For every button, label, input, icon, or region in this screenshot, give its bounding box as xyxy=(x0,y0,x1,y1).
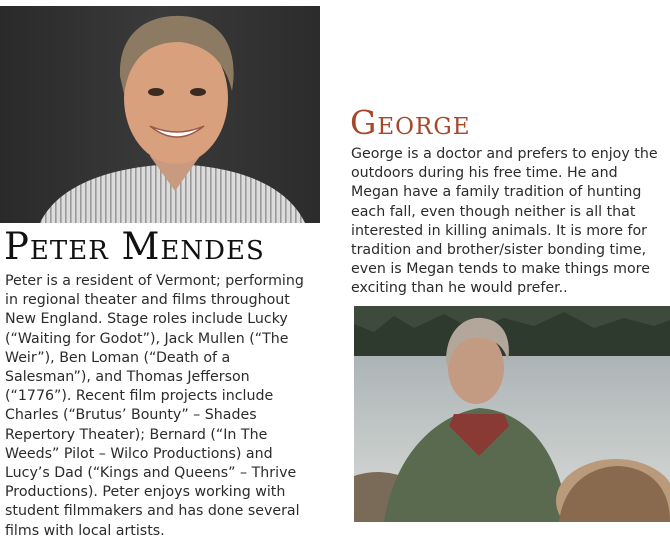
actor-bio: Peter is a resident of Vermont; performing in regional theater and films throughout New England. Stage roles include Lucky (“Waiting for Godot”), Jack Mullen (“The Weir”), Ben Loman (“Death of a Salesman”), and Thomas Jefferson (“1776”). Recent film projects include Charles (“Brutus’ Bounty” – Shades Repertory Theater); Bernard (“In The Weeds” Pilot – Wilco Productions) and Lucy’s Dad (“Kings and Queens” – Thrive Productions). Peter enjoys working with student filmmakers and has done several films with local artists. xyxy=(5,273,304,539)
actor-name: Peter Mendes xyxy=(4,225,265,268)
actor-headshot-photo xyxy=(0,6,320,223)
character-name: George xyxy=(350,103,471,142)
film-still-photo xyxy=(354,306,670,522)
character-bio: George is a doctor and prefers to enjoy the outdoors during his free time. He and Megan have a family tradition of hunting each fall, even though neither is all that interested in killing animals. It is more for tradition and brother/sister bonding time, even is Megan tends to make things more exciting than he would prefer.. xyxy=(351,146,658,297)
